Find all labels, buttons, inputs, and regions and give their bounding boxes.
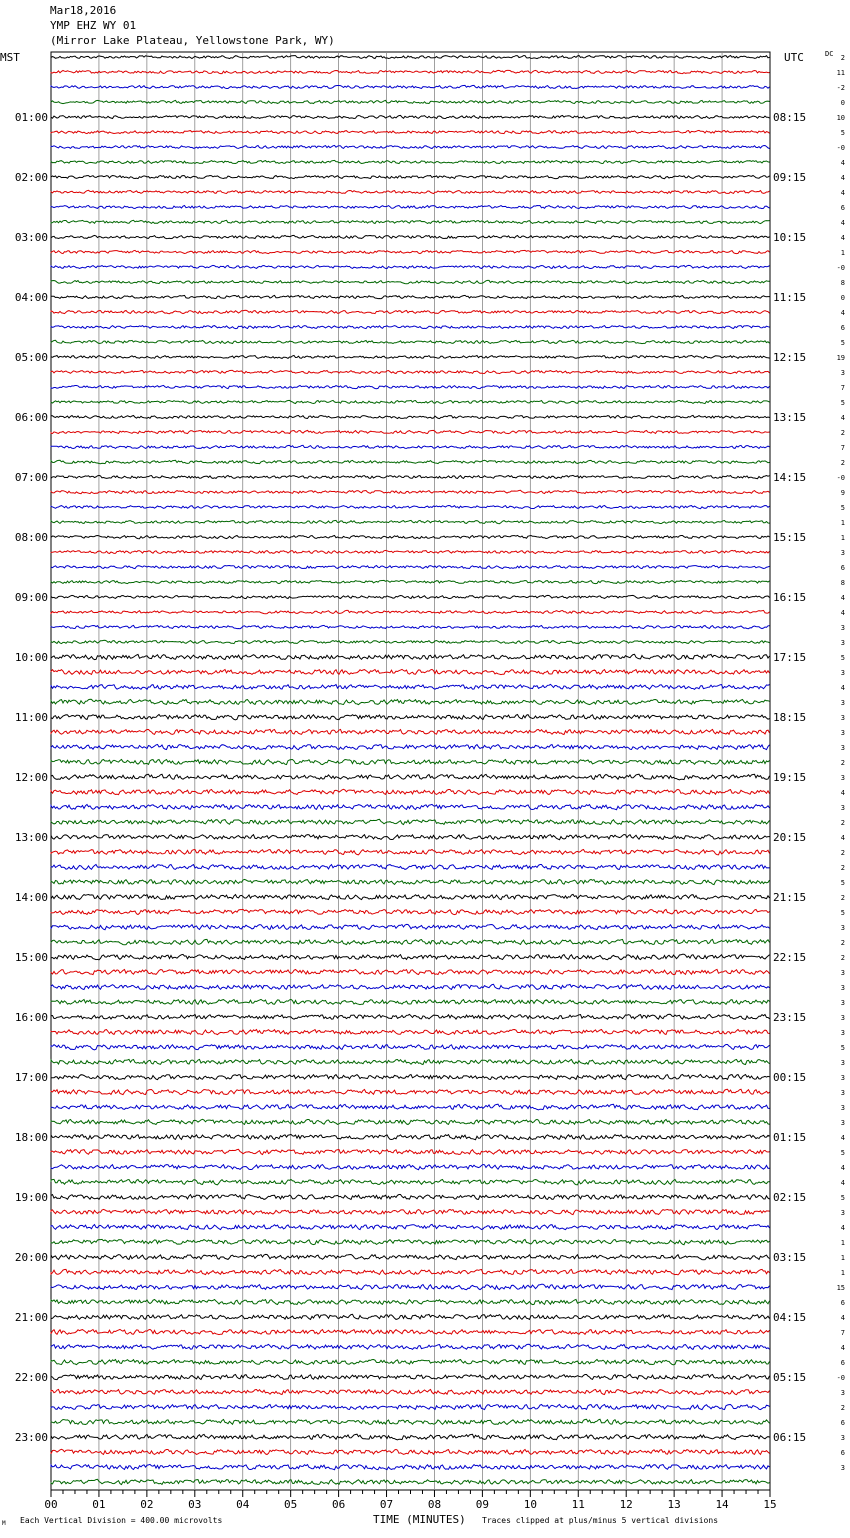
right-hour-label: 20:15 [773,831,807,844]
dc-offset-value: 0 [840,99,845,107]
dc-offset-value: 1 [840,1269,845,1277]
dc-offset-value: 3 [840,1089,845,1097]
trace-line [51,1254,770,1259]
dc-offset-value: 1 [840,519,845,527]
dc-offset-value: 3 [840,999,845,1007]
trace-line [51,460,770,463]
dc-offset-value: 4 [840,1314,845,1322]
dc-offset-value: -0 [836,474,845,482]
right-hour-label: 14:15 [773,471,807,484]
dc-offset-value: 5 [840,1044,845,1052]
left-hour-label: 02:00 [14,171,48,184]
x-tick-label: 09 [475,1498,490,1511]
dc-offset-value: 11 [836,69,845,77]
station-code: YMP EHZ WY 01 [50,19,137,32]
x-tick-label: 08 [427,1498,442,1511]
dc-offset-value: 1 [840,534,845,542]
dc-offset-value: 4 [840,594,845,602]
dc-offset-value: 7 [840,444,845,452]
dc-offset-value: 7 [840,1329,845,1337]
trace-line [51,939,770,944]
station-location: (Mirror Lake Plateau, Yellowstone Park, WY) [50,34,335,47]
scale-note: Each Vertical Division = 400.00 microvolts [20,1516,223,1525]
trace-line [51,1045,770,1050]
dc-offset-value: 3 [840,1104,845,1112]
left-hour-label: 03:00 [14,231,48,244]
dc-offset-value: 3 [840,1209,845,1217]
dc-offset-value: 0 [840,294,845,302]
dc-offset-value: 4 [840,1179,845,1187]
trace-line [51,325,770,328]
trace-line [51,370,770,373]
x-tick-label: 03 [188,1498,202,1511]
trace-line [51,1075,770,1080]
trace-line [51,190,770,193]
right-hour-label: 13:15 [773,411,807,424]
left-hour-label: 11:00 [14,711,48,724]
dc-offset-value: 1 [840,1239,845,1247]
x-tick-label: 07 [379,1498,394,1511]
x-tick-label: 14 [715,1498,729,1511]
right-hour-label: 01:15 [773,1131,807,1144]
left-hour-label: 10:00 [14,651,48,664]
trace-line [51,1014,770,1019]
x-tick-label: 11 [571,1498,585,1511]
dc-offset-value: 2 [840,759,845,767]
trace-line [51,909,770,914]
dc-offset-value: 2 [840,864,845,872]
dc-offset-value: 3 [840,1119,845,1127]
left-hour-label: 21:00 [14,1311,48,1324]
trace-line [51,1224,770,1229]
dc-offset-value: 4 [840,684,845,692]
dc-offset-value: 3 [840,624,845,632]
trace-line [51,206,770,209]
right-hour-label: 16:15 [773,591,807,604]
right-hour-label: 19:15 [773,771,807,784]
left-hour-label: 19:00 [14,1191,48,1204]
dc-offset-value: 3 [840,639,845,647]
left-hour-label: 22:00 [14,1371,48,1384]
trace-line [51,565,770,568]
dc-offset-value: 3 [840,1434,845,1442]
plot-date: Mar18,2016 [50,4,117,17]
dc-offset-value: 3 [840,699,845,707]
trace-line [51,235,770,238]
dc-offset-value: 2 [840,1404,845,1412]
trace-line [51,56,770,59]
left-hour-label: 08:00 [14,531,48,544]
dc-offset-value: -2 [836,84,845,92]
trace-line [51,1179,770,1184]
dc-offset-value: 8 [840,579,845,587]
trace-line [51,1449,770,1454]
dc-offset-value: 4 [840,159,845,167]
trace-line [51,475,770,478]
dc-offset-value: 3 [840,729,845,737]
dc-offset-value: -0 [836,264,845,272]
right-hour-label: 17:15 [773,651,807,664]
trace-line [51,490,770,493]
trace-line [51,1209,770,1214]
trace-line [51,640,770,643]
trace-line [51,654,770,659]
dc-offset-value: -0 [836,144,845,152]
right-hour-label: 00:15 [773,1071,807,1084]
trace-line [51,115,770,118]
right-hour-label: 06:15 [773,1431,807,1444]
dc-offset-value: 3 [840,774,845,782]
x-tick-label: 04 [236,1498,250,1511]
left-hour-label: 14:00 [14,891,48,904]
trace-line [51,535,770,538]
dc-offset-value: -0 [836,1374,845,1382]
dc-offset-value: 4 [840,609,845,617]
dc-offset-value: 7 [840,384,845,392]
trace-line [51,280,770,283]
trace-line [51,265,770,268]
left-hour-label: 06:00 [14,411,48,424]
right-hour-label: 09:15 [773,171,807,184]
x-tick-label: 05 [284,1498,298,1511]
right-hour-label: 22:15 [773,951,807,964]
dc-offset-value: 2 [840,429,845,437]
trace-line [51,1059,770,1064]
dc-offset-value: 3 [840,924,845,932]
x-tick-label: 10 [523,1498,537,1511]
dc-offset-value: 2 [840,939,845,947]
trace-line [51,400,770,403]
dc-offset-value: 4 [840,1134,845,1142]
trace-line [51,1119,770,1124]
trace-line [51,774,770,780]
trace-line [51,1239,770,1244]
right-hour-label: 18:15 [773,711,807,724]
trace-line [51,1314,770,1319]
dc-offset-value: 3 [840,714,845,722]
trace-line [51,1360,770,1365]
trace-line [51,1374,770,1379]
left-hour-label: 13:00 [14,831,48,844]
x-tick-label: 06 [331,1498,346,1511]
dc-offset-value: 4 [840,1224,845,1232]
trace-line [51,145,770,148]
x-tick-label: 15 [763,1498,777,1511]
trace-line [51,865,770,870]
dc-offset-value: 6 [840,1359,845,1367]
dc-offset-value: 3 [840,1464,845,1472]
dc-offset-value: 5 [840,129,845,137]
right-hour-label: 10:15 [773,231,807,244]
trace-line [51,625,770,628]
dc-offset-value: 2 [840,459,845,467]
x-axis-label: TIME (MINUTES) [373,1513,466,1526]
dc-offset-value: 2 [840,954,845,962]
x-tick-label: 12 [619,1498,633,1511]
trace-line [51,804,770,809]
dc-offset-value: 10 [836,114,845,122]
left-hour-label: 12:00 [14,771,48,784]
right-hour-label: 15:15 [773,531,807,544]
clip-note: Traces clipped at plus/minus 5 vertical divisions [482,1516,719,1525]
dc-offset-value: 4 [840,1164,845,1172]
dc-offset-value: 3 [840,1389,845,1397]
dc-offset-value: 5 [840,654,845,662]
left-hour-label: 23:00 [14,1431,48,1444]
x-tick-label: 13 [667,1498,681,1511]
left-hour-label: 17:00 [14,1071,48,1084]
left-timezone-label: MST [0,51,20,64]
trace-line [51,1165,770,1170]
dc-offset-value: 4 [840,234,845,242]
trace-line [51,430,770,433]
trace-line [51,610,770,613]
x-tick-label: 02 [140,1498,154,1511]
right-hour-label: 23:15 [773,1011,807,1024]
right-hour-label: 12:15 [773,351,807,364]
trace-line [51,1405,770,1410]
trace-line [51,984,770,989]
dc-offset-value: 8 [840,279,845,287]
trace-line [51,85,770,88]
dc-offset-value: 3 [840,744,845,752]
trace-line [51,506,770,509]
trace-line [51,1299,770,1304]
dc-offset-value: 5 [840,399,845,407]
dc-offset-value: 19 [836,354,845,362]
dc-offset-value: 3 [840,969,845,977]
dc-offset-value: 3 [840,1029,845,1037]
trace-line [51,220,770,223]
trace-line [51,595,770,598]
dc-offset-value: 3 [840,669,845,677]
trace-line [51,835,770,840]
dc-offset-value: 4 [840,834,845,842]
trace-line [51,894,770,899]
trace-line [51,1479,770,1484]
x-tick-label: 00 [44,1498,58,1511]
dc-offset-value: 2 [840,849,845,857]
trace-line [51,879,770,884]
left-hour-label: 18:00 [14,1131,48,1144]
trace-line [51,1389,770,1394]
left-hour-label: 07:00 [14,471,48,484]
trace-line [51,954,770,960]
trace-line [51,729,770,734]
dc-offset-value: 15 [836,1284,845,1292]
trace-line [51,1434,770,1440]
dc-offset-value: 2 [840,819,845,827]
dc-offset-value: 6 [840,204,845,212]
right-hour-label: 02:15 [773,1191,807,1204]
dc-offset-value: 4 [840,1344,845,1352]
dc-offset-value: 3 [840,984,845,992]
trace-line [51,1464,770,1469]
trace-line [51,1030,770,1035]
dc-offset-value: 1 [840,249,845,257]
trace-line [51,70,770,73]
plot-frame [51,52,770,1490]
trace-line [51,176,770,179]
dc-offset-value: 1 [840,1254,845,1262]
dc-offset-value: 5 [840,1149,845,1157]
trace-line [51,160,770,163]
left-hour-label: 16:00 [14,1011,48,1024]
left-hour-label: 09:00 [14,591,48,604]
dc-offset-value: 3 [840,549,845,557]
trace-line [51,1149,770,1154]
right-hour-label: 08:15 [773,111,807,124]
trace-line [51,295,770,298]
trace-line [51,415,770,418]
dc-offset-value: 2 [840,894,845,902]
right-timezone-label: UTC [784,51,804,64]
dc-offset-value: 6 [840,564,845,572]
trace-line [51,355,770,358]
dc-offset-value: 5 [840,909,845,917]
left-hour-label: 04:00 [14,291,48,304]
dc-offset-value: 4 [840,174,845,182]
trace-line [51,850,770,855]
trace-line [51,1284,770,1290]
trace-line [51,1134,770,1139]
dc-offset-value: 4 [840,189,845,197]
trace-line [51,445,770,448]
trace-line [51,924,770,929]
trace-line [51,745,770,750]
right-hour-label: 05:15 [773,1371,807,1384]
trace-line [51,310,770,313]
left-hour-label: 15:00 [14,951,48,964]
trace-line [51,130,770,133]
trace-line [51,1195,770,1200]
trace-line [51,684,770,689]
left-hour-label: 05:00 [14,351,48,364]
dc-offset-value: 5 [840,879,845,887]
left-hour-label: 01:00 [14,111,48,124]
corner-mark: M [2,1520,6,1527]
trace-line [51,1089,770,1094]
dc-offset-value: 9 [840,489,845,497]
trace-line [51,1344,770,1349]
trace-line [51,580,770,583]
dc-offset-value: 4 [840,414,845,422]
dc-offset-value: 3 [840,1074,845,1082]
dc-offset-value: 4 [840,309,845,317]
trace-line [51,819,770,824]
dc-offset-value: 3 [840,1014,845,1022]
dc-offset-value: 2 [840,54,845,62]
dc-offset-value: 6 [840,1419,845,1427]
trace-line [51,340,770,343]
trace-line [51,550,770,553]
dc-offset-value: 3 [840,804,845,812]
trace-line [51,1104,770,1110]
trace-line [51,999,770,1004]
dc-label: DC [825,50,834,58]
trace-line [51,760,770,765]
x-tick-label: 01 [92,1498,106,1511]
trace-line [51,520,770,523]
right-hour-label: 04:15 [773,1311,807,1324]
dc-offset-value: 6 [840,1449,845,1457]
right-hour-label: 11:15 [773,291,807,304]
dc-offset-value: 4 [840,789,845,797]
trace-line [51,100,770,103]
right-hour-label: 21:15 [773,891,807,904]
trace-line [51,385,770,388]
trace-line [51,1419,770,1424]
trace-line [51,669,770,674]
dc-offset-value: 3 [840,1059,845,1067]
left-hour-label: 20:00 [14,1251,48,1264]
dc-offset-value: 4 [840,219,845,227]
trace-line [51,699,770,704]
trace-line [51,250,770,253]
dc-offset-value: 3 [840,369,845,377]
trace-line [51,789,770,794]
dc-offset-value: 6 [840,1299,845,1307]
trace-line [51,1269,770,1274]
dc-offset-value: 5 [840,1194,845,1202]
trace-line [51,969,770,974]
dc-offset-value: 5 [840,339,845,347]
dc-offset-value: 5 [840,504,845,512]
right-hour-label: 03:15 [773,1251,807,1264]
dc-offset-value: 6 [840,324,845,332]
trace-line [51,1329,770,1334]
trace-line [51,715,770,720]
